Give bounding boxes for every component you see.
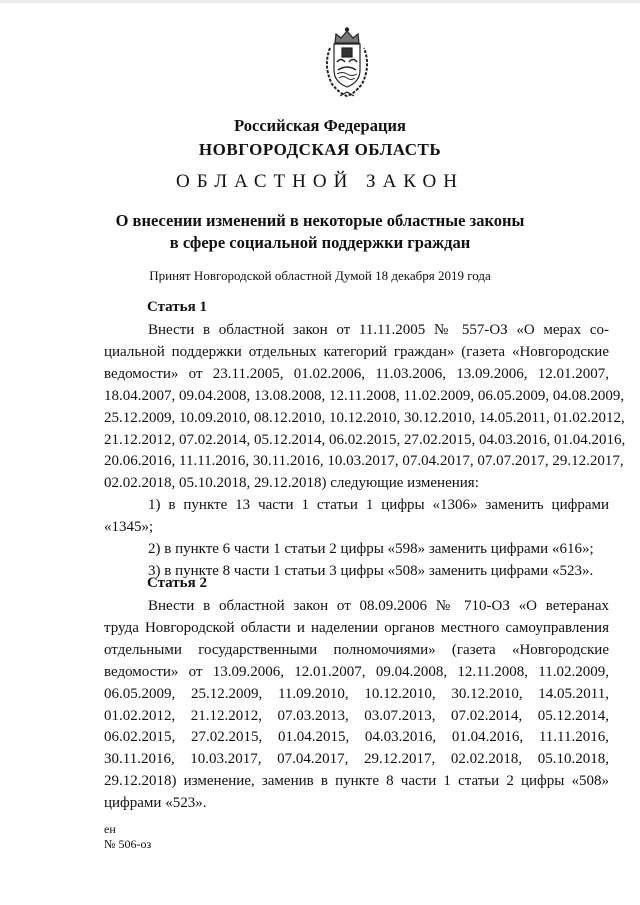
text-line: 06.02.2015, 27.02.2015, 01.04.2015, 04.03.2016, 01.04.2016, 11.11.2016,	[104, 729, 609, 746]
document-type: ОБЛАСТНОЙ ЗАКОН	[176, 171, 464, 192]
text-line: 2) в пункте 6 части 1 статьи 2 цифры «598» заменить цифрами «616»;	[148, 541, 594, 558]
text-line: 25.12.2009, 10.09.2010, 08.12.2010, 10.12.2010, 30.12.2010, 14.05.2011, 01.02.2012,	[104, 409, 625, 426]
law-title-line: в сфере социальной поддержки граждан	[169, 233, 471, 252]
article-1-heading: Статья 1	[147, 299, 207, 315]
text-line: 30.11.2016, 10.03.2017, 07.04.2017, 29.12.2017, 02.02.2018, 05.10.2018,	[104, 751, 609, 768]
text-line: 3) в пункте 8 части 1 статьи 3 цифры «508» заменить цифрами «523».	[148, 562, 594, 579]
text-line: 06.05.2009, 25.12.2009, 11.09.2010, 10.12.2010, 30.12.2010, 14.05.2011,	[104, 685, 609, 702]
text-line: ведомости» от 13.09.2006, 12.01.2007, 09.04.2008, 12.11.2008, 11.02.2009,	[104, 663, 609, 680]
article-2-heading: Статья 2	[147, 575, 207, 591]
text-line: 21.12.2012, 07.02.2014, 05.12.2014, 06.02.2015, 27.02.2015, 04.03.2016, 01.04.2016,	[104, 431, 626, 448]
text-line: 20.06.2016, 11.11.2016, 30.11.2016, 10.03.2017, 07.04.2017, 07.07.2017, 29.12.2017,	[104, 453, 624, 470]
document-footer	[104, 822, 151, 852]
region-name: НОВГОРОДСКАЯ ОБЛАСТЬ	[198, 140, 442, 159]
novgorod-coat-of-arms-icon	[318, 26, 376, 100]
text-line: циальной поддержки отдельных категорий граждан» (газета «Новгородские	[104, 343, 609, 360]
adoption-note: Принят Новгородской областной Думой 18 декабря 2019 года	[149, 268, 491, 283]
text-line: 29.12.2018) изменение, заменив в пункте 8 части 1 статьи 2 цифры «508»	[104, 773, 609, 790]
text-line: 02.02.2018, 05.10.2018, 29.12.2018) следующие изменения:	[104, 475, 479, 492]
law-title-line: О внесении изменений в некоторые областные законы	[115, 211, 525, 230]
text-line: Внести в областной закон от 11.11.2005 № 557-ОЗ «О мерах со-	[148, 322, 609, 338]
article-2-text	[104, 596, 609, 815]
text-line: 1) в пункте 13 части 1 статьи 1 цифры «1306» заменить цифрами	[148, 497, 609, 514]
text-line: труда Новгородской области и наделении органов местного самоуправления	[104, 619, 609, 636]
country-name: Российская Федерация	[234, 116, 406, 135]
text-line: цифрами «523».	[104, 795, 207, 812]
text-line: Внести в областной закон от 08.09.2006 № 710-ОЗ «О ветеранах	[148, 598, 609, 614]
article-1-text	[104, 320, 626, 583]
text-line: 18.04.2007, 09.04.2008, 13.08.2008, 12.11.2008, 11.02.2009, 06.05.2009, 04.08.2009,	[104, 387, 625, 404]
law-number: № 506-оз	[104, 837, 152, 851]
text-line: 01.02.2012, 21.12.2012, 07.03.2013, 03.07.2013, 07.02.2014, 05.12.2014,	[104, 707, 609, 724]
page-top-edge	[0, 0, 640, 3]
text-line: «1345»;	[104, 519, 154, 536]
text-line: отдельными государственными полномочиями» (газета «Новгородские	[104, 641, 609, 658]
law-title	[0, 210, 640, 254]
text-line: ведомости» от 23.11.2005, 01.02.2006, 11.03.2006, 13.09.2006, 12.01.2007,	[104, 365, 609, 382]
executor-initials: ен	[104, 822, 116, 836]
